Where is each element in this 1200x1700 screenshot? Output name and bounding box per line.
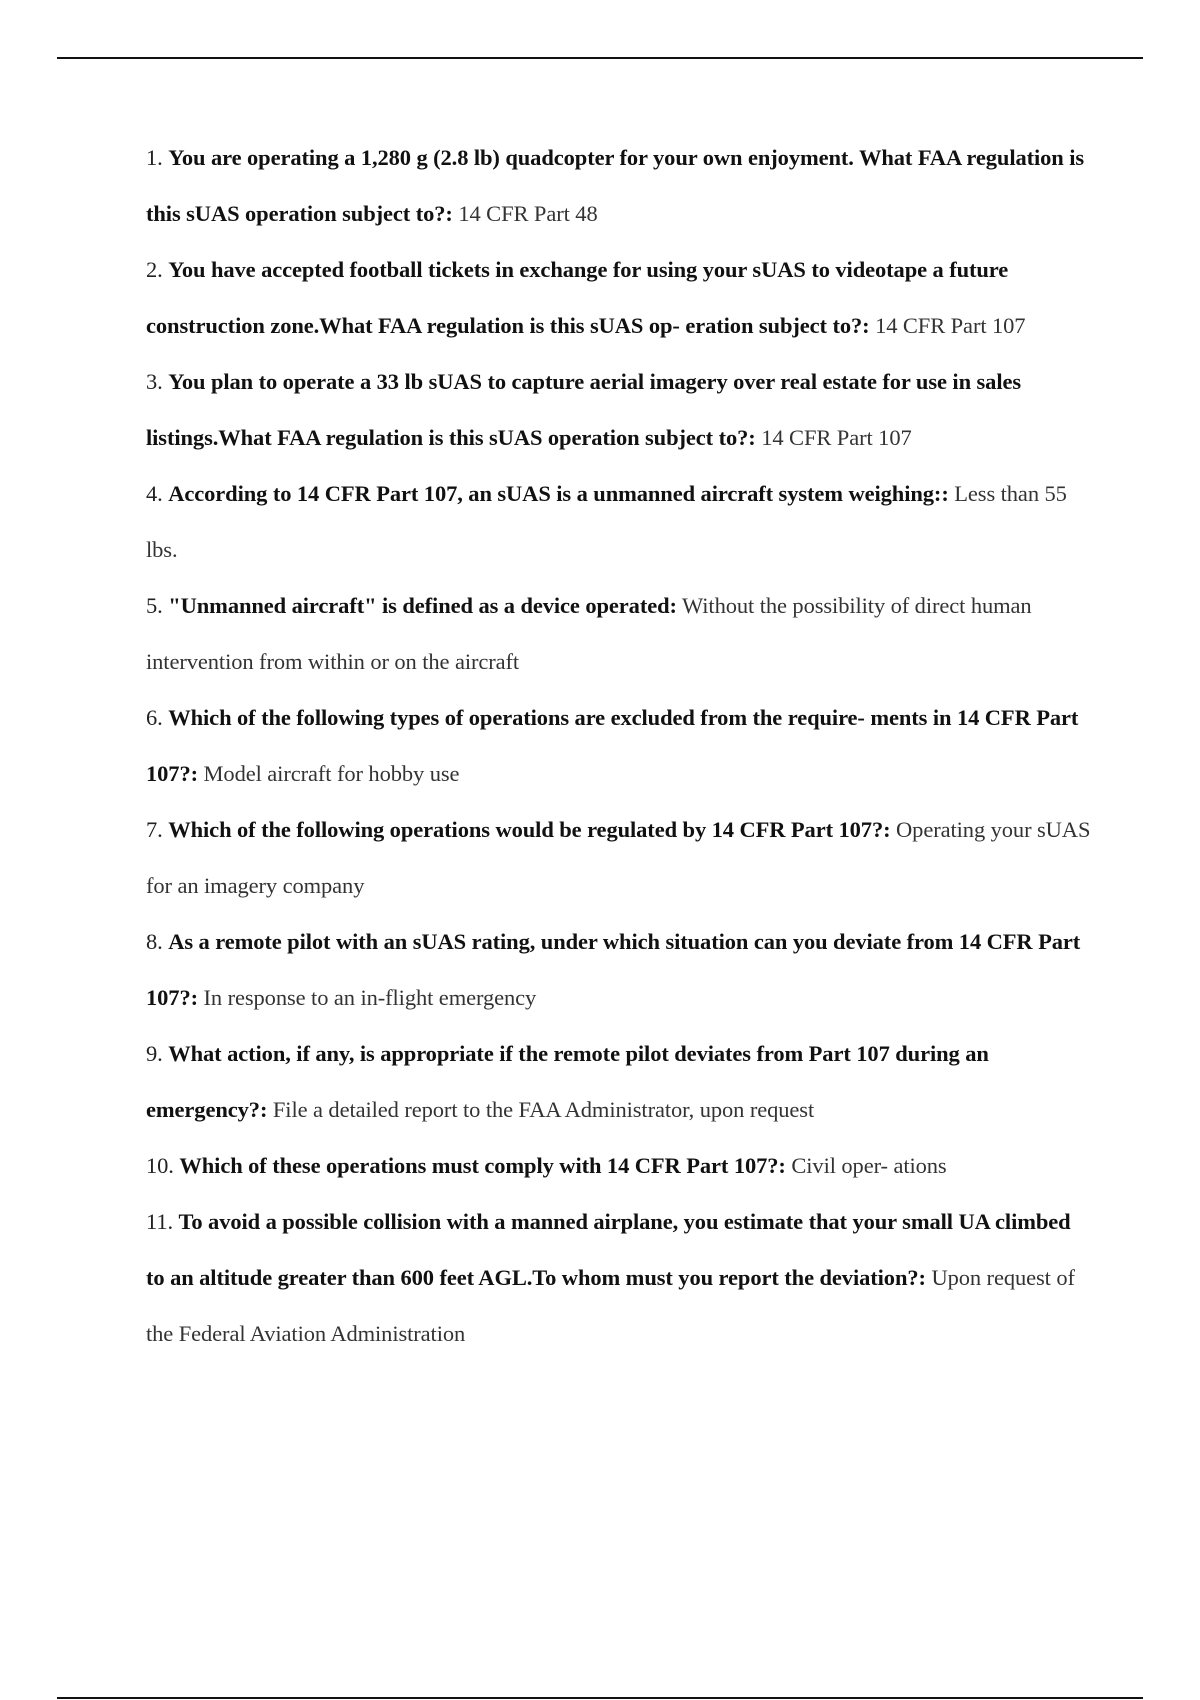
qa-item-1 [146,130,1091,242]
item-number: 11. [146,1209,173,1234]
question-text: What action, if any, is appropriate if the remote pilot deviates from Part 107 during an emergency?: [146,1041,989,1122]
item-number: 3. [146,369,163,394]
qa-item-9 [146,1026,1091,1138]
bottom-rule [57,1697,1143,1699]
qa-item-8 [146,914,1091,1026]
qa-item-5 [146,578,1091,690]
item-number: 7. [146,817,163,842]
top-rule [57,57,1143,59]
question-text: You have accepted football tickets in exchange for using your sUAS to videotape a future construction zone.What FAA regulation is this sUAS op- eration subject to?: [146,257,1009,338]
question-text: As a remote pilot with an sUAS rating, under which situation can you deviate from 14 CFR Part 107?: [146,929,1081,1010]
item-number: 9. [146,1041,163,1066]
question-text: You are operating a 1,280 g (2.8 lb) quadcopter for your own enjoyment. What FAA regulation is this sUAS operation subject to?: [146,145,1085,226]
answer-text: Model aircraft for hobby use [203,761,460,786]
answer-text: 14 CFR Part 107 [761,425,912,450]
item-number: 1. [146,145,163,170]
qa-item-3 [146,354,1091,466]
question-text: Which of the following types of operations are excluded from the require- ments in 14 CFR Part 107?: [146,705,1079,786]
qa-item-7 [146,802,1091,914]
answer-text: Civil oper- ations [791,1153,947,1178]
item-number: 5. [146,593,163,618]
qa-item-10 [146,1138,1091,1194]
answer-text: Operating your sUAS for an imagery company [146,817,1091,898]
item-number: 4. [146,481,163,506]
question-text: Which of the following operations would be regulated by 14 CFR Part 107?: [168,817,891,842]
question-text: "Unmanned aircraft" is defined as a device operated: [168,593,677,618]
qa-item-4 [146,466,1091,578]
answer-text: 14 CFR Part 107 [875,313,1026,338]
item-number: 8. [146,929,163,954]
item-number: 2. [146,257,163,282]
answer-text: Upon request of the Federal Aviation Administration [146,1265,1075,1346]
qa-item-6 [146,690,1091,802]
question-text: You plan to operate a 33 lb sUAS to capture aerial imagery over real estate for use in sales listings.What FAA regulation is this sUAS operation subject to?: [146,369,1022,450]
item-number: 10. [146,1153,174,1178]
answer-text: File a detailed report to the FAA Administrator, upon request [272,1097,815,1122]
qa-item-11 [146,1194,1091,1362]
qa-item-2 [146,242,1091,354]
item-number: 6. [146,705,163,730]
question-text: To avoid a possible collision with a manned airplane, you estimate that your small UA climbed to an altitude greater than 600 feet AGL.To whom must you report the deviation?: [146,1209,1071,1290]
answer-text: In response to an in-flight emergency [203,985,537,1010]
document-body [146,130,1091,1362]
question-text: Which of these operations must comply with 14 CFR Part 107?: [179,1153,786,1178]
question-text: According to 14 CFR Part 107, an sUAS is a unmanned aircraft system weighing:: [168,481,949,506]
answer-text: 14 CFR Part 48 [458,201,598,226]
answer-text: Less than 55 lbs. [146,481,1067,562]
answer-text: Without the possibility of direct human intervention from within or on the aircraft [146,593,1032,674]
